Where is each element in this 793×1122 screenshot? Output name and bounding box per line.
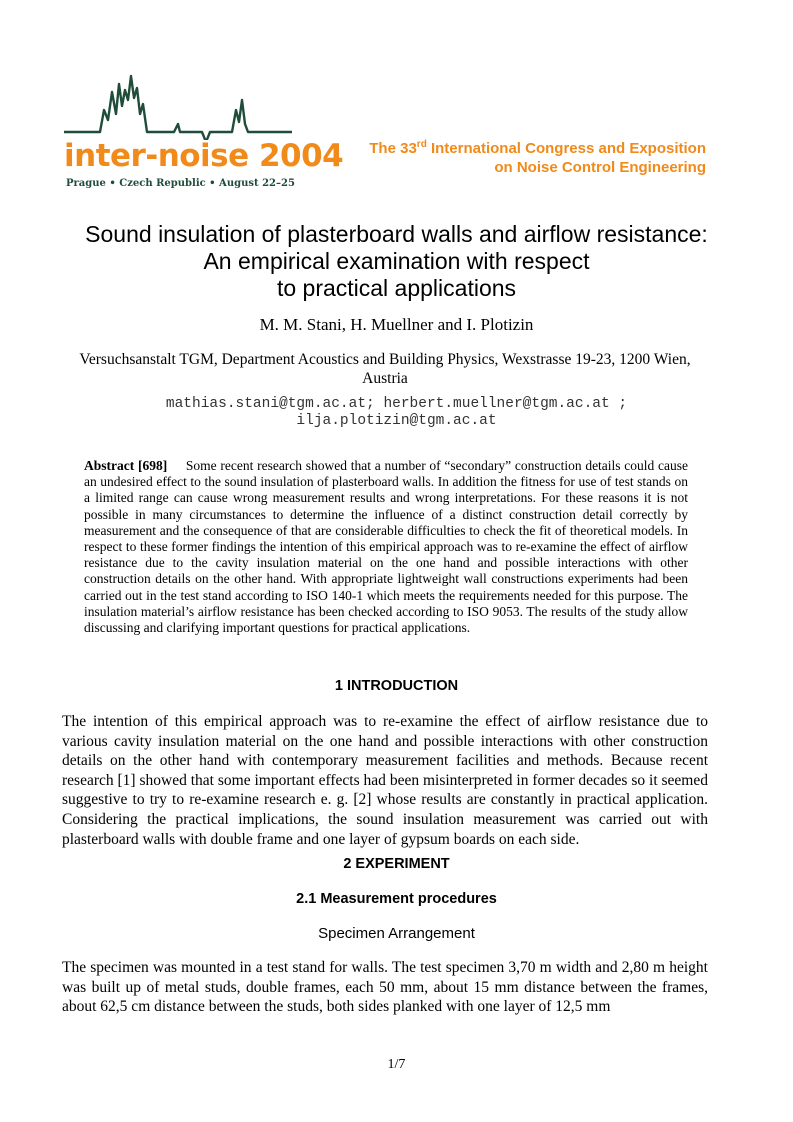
logo-subline: Prague • Czech Republic • August 22–25	[66, 178, 295, 189]
affiliation: Versuchsanstalt TGM, Department Acoustics and Building Physics, Wexstrasse 19-23, 1200 Wien, Austria	[79, 351, 691, 387]
introduction-paragraph: The intention of this empirical approach was to re-examine the effect of airflow resistance due to various cavity insulation material on the one hand and possible interactions with other construction details on the other hand with contemporary measurement facilities and methods. Because recent research [1] showed that some important effects had been misinterpreted in former decades so it seemed suggestive to try to re-examine research e. g. [2] whose results are constantly in practical application. Considering the practical implications, the sound insulation measurement was carried out with plasterboard walls with double frame and one layer of gypsum boards on each side.	[62, 713, 708, 848]
skyline-pulse-icon	[62, 70, 294, 140]
paper-title: Sound insulation of plasterboard walls and airflow resistance: An empirical examination with respect to practical applications	[85, 221, 708, 301]
logo-wordmark: inter-noise 2004	[64, 138, 344, 174]
subsubsection-heading-specimen: Specimen Arrangement	[318, 925, 475, 942]
author-emails: mathias.stani@tgm.ac.at; herbert.muellner@tgm.ac.at ; ilja.plotizin@tgm.ac.at	[165, 396, 628, 429]
congress-name: The 33rd International Congress and Exposition on Noise Control Engineering	[369, 139, 706, 176]
conference-logo	[62, 70, 344, 192]
authors: M. M. Stani, H. Muellner and I. Plotizin	[259, 315, 534, 334]
section-heading-experiment: 2 EXPERIMENT	[343, 856, 450, 872]
abstract	[84, 458, 688, 636]
specimen-paragraph: The specimen was mounted in a test stand for walls. The test specimen 3,70 m width and 2,80 m height was built up of metal studs, double frames, each 50 mm, about 15 mm distance between the frames, about 62,5 cm distance between the studs, both sides planked with one layer of 12,5 mm	[62, 959, 708, 1016]
abstract-label: Abstract [698]	[84, 458, 168, 473]
section-heading-introduction: 1 INTRODUCTION	[334, 678, 459, 694]
abstract-text: Some recent research showed that a number of “secondary” construction details could cause an undesired effect to the sound insulation of plasterboard walls. In addition the fitness for use of test stands on a limited range can cause wrong measurement results and wrong interpretations. For these reasons it is not possible in many circumstances to determine the influence of a distinct construction detail correctly by measurement and the consequence of that are considerable difficulties to check the fit of theoretical models. In respect to these former findings the intention of this empirical approach was to re-examine the effect of airflow resistance due to the cavity insulation material on the one hand and possible interactions with other construction details on the other hand. With appropriate lightweight wall constructions experiments had been carried out in the test stand according to ISO 140-1 which meets the requirements needed for this purpose. The insulation material’s airflow resistance has been checked according to ISO 9053. The results of the study allow discussing and clarifying important questions for practical applications.	[84, 458, 688, 636]
subsection-heading-measurement: 2.1 Measurement procedures	[296, 891, 497, 907]
page-number: 1/7	[387, 1057, 406, 1072]
